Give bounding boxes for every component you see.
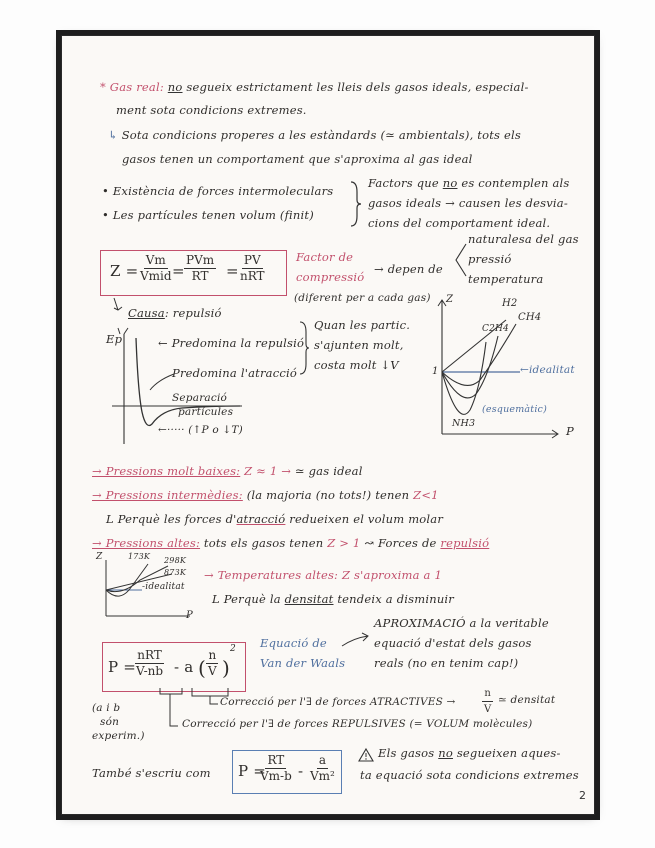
perque-densitat: L Perquè la densitat tendeix a disminuir [212,592,455,606]
quan-line-2: s'ajunten molt, [314,338,404,352]
pressions-baixes: → Pressions molt baixes: Z ≈ 1 → ≃ gas ideal [92,464,363,478]
h2-label: H2 [502,298,518,309]
equals-1: = [172,262,185,280]
factor-label-1: Factor de [296,250,354,264]
z-axis-label: Z [446,294,454,305]
frac-vm: Vm Vmid [140,253,172,283]
aproximacio-1: APROXIMACIÓ a la veritable [374,616,549,630]
pressure-temperature-arrow: ←····· (↑P o ↓T) [158,424,243,436]
esquematic-label: (esquemàtic) [482,404,547,415]
quan-brace [298,320,310,376]
warning-line-2: ta equació sota condicions extremes [360,768,579,782]
notebook-page [62,36,594,814]
t-173k: 173K [128,552,151,561]
particules-label: partícules [178,406,234,418]
correccio-repulsives: Correcció per l'∃ de forces REPULSIVES (= VOLUM molècules) [182,718,533,730]
vdw-paren-open: ( [198,656,207,680]
intro-line-4: gasos tenen un comportament que s'aproxima al gas ideal [122,152,473,166]
t-873k: 873K [164,568,187,577]
frac-pvm-rt: PVm RT [186,253,215,283]
vdw-name-2: Van der Waals [260,656,346,670]
factor-label-2: compressió [296,270,365,284]
predomina-repulsio: ← Predomina la repulsió [158,336,305,350]
molar-minus: - [298,762,304,780]
factors-brace [349,180,363,228]
molar-frac-a: $\frac{a}{\text{Vm²}}$ [310,753,335,783]
vdw-paren-close: ) [222,656,231,680]
temp-z-label: Z [96,552,103,562]
c2h4-label: C2H4 [482,324,509,334]
factors-note-1: Factors que no es contemplen als [368,176,570,190]
z-one-tick: 1 [432,366,439,377]
intro-line-3: ↳ Sota condicions properes a les estàndards (≃ ambientals), tots els [108,128,521,142]
aproximacio-2: equació d'estat dels gasos [374,636,532,650]
p-axis-label: P [566,424,574,438]
factors-note-3: cions del comportament ideal. [368,216,551,230]
gas-real-heading: * Gas real: no segueix estrictament les lleis dels gasos ideals, especial- [100,80,529,94]
vdw-frac-n-v: $\frac{n}{V}$ [208,648,217,678]
vdw-square: 2 [230,644,236,654]
factors-note-2: gasos ideals → causen les desvia- [368,196,568,210]
molar-frac-rt: $\frac{RT}{Vm-b}$ [260,753,292,783]
tambe-sescriu: També s'escriu com [92,766,211,780]
ab-note-3: experim.) [92,730,145,742]
dep-naturalesa: naturalesa del gas [468,232,579,246]
intro-line-2: ment sota condicions extremes. [116,103,307,117]
ab-note-1: (a i b [92,702,121,714]
depen-brace [452,240,468,280]
pressions-intermedies: → Pressions intermèdies: (la majoria (no tots!) tenen Z<1 [92,488,439,502]
densitat-label: ≃ densitat [498,694,556,706]
correccio-atractives: Correcció per l'∃ de forces ATRACTIVES → [220,696,456,708]
temp-p-label: P [186,610,193,621]
aprox-arrow [340,632,370,648]
t-298k: 298K [164,556,187,565]
vdw-frac-nrt: nRT V-nb [136,648,164,678]
page-number: 2 [579,789,586,802]
factor-volum: • Les partícules tenen volum (finit) [102,208,314,222]
equals-2: = [226,262,239,280]
vdw-name-1: Equació de [260,636,327,650]
ab-note-2: són [100,716,120,728]
temp-idealitat: -idealitat [142,582,185,592]
dep-pressio: pressió [468,252,512,266]
aproximacio-3: reals (no en tenim cap!) [374,656,519,670]
causa-label: Causa: repulsió [128,306,222,320]
factor-intermolecular: • Existència de forces intermoleculars [102,184,334,198]
depen-de: → depen de [374,262,443,276]
vdw-minus-a: - a [174,658,194,676]
z-symbol: Z = [110,262,139,280]
temperatures-altes: → Temperatures altes: Z s'aproxima a 1 [204,568,442,582]
predomina-atraccio: Predomina l'atracció [172,366,297,380]
pressions-altes: → Pressions altes: tots els gasos tenen Z > 1 ↝ Forces de repulsió [92,536,490,550]
idealitat-label: ←idealitat [520,364,575,376]
warning-icon [358,748,374,762]
quan-line-3: costa molt ↓V [314,358,399,372]
densitat-frac: $\frac{n}{V}$ [484,688,492,715]
warning-line-1: Els gasos no segueixen aques- [378,746,561,760]
frac-pv-nrt: PV nRT [240,253,265,283]
perque-atraccio: L Perquè les forces d'atracció redueixen el volum molar [106,512,444,526]
quan-line-1: Quan les partic. [314,318,411,332]
dep-temperatura: temperatura [468,272,544,286]
ep-axis-label: Ep [106,332,123,346]
nh3-label: NH3 [452,418,476,429]
ch4-label: CH4 [518,312,542,323]
causa-arrow [112,298,128,312]
diferent-per-gas: (diferent per a cada gas) [294,292,431,304]
atraccio-arrow [146,372,176,392]
molar-P: P = [238,762,267,780]
vdw-P: P = [108,658,137,676]
separacio-label: Separació [172,392,228,404]
